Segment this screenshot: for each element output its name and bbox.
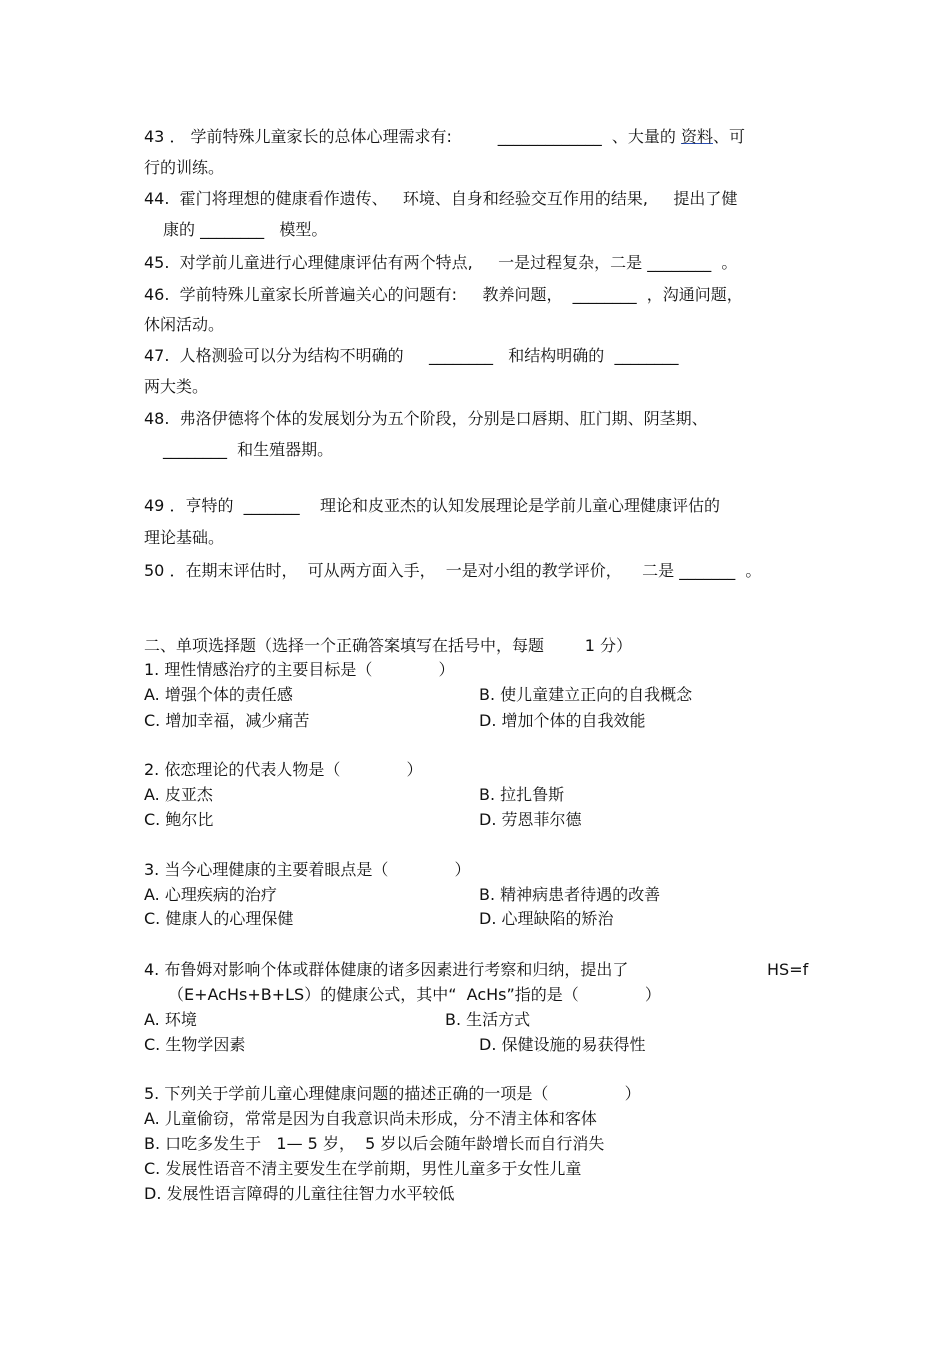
question-50-line1: 50 ．在期末评估时， 可从两方面入手， 一是对小组的教学评价， 二是 _______ 。 <box>144 561 762 580</box>
mc-question-4-stem-line2: （E+AcHs+B+LS）的健康公式，其中“ AcHs”指的是（ ） <box>168 985 661 1004</box>
question-47-line2: 两大类。 <box>144 377 209 396</box>
mc-question-4-option-d: D. 保健设施的易获得性 <box>479 1035 646 1054</box>
question-43-line2: 行的训练。 <box>144 158 225 177</box>
mc-question-1-option-d: D. 增加个体的自我效能 <box>479 711 646 730</box>
mc-question-2-option-b: B. 拉扎鲁斯 <box>479 785 565 804</box>
mc-question-5-option-c: C. 发展性语音不清主要发生在学前期，男性儿童多于女性儿童 <box>144 1159 582 1178</box>
mc-question-3-stem: 3. 当今心理健康的主要着眼点是（ ） <box>144 860 471 879</box>
mc-question-1-option-c: C. 增加幸福，减少痛苦 <box>144 711 310 730</box>
mc-question-2-option-c: C. 鲍尔比 <box>144 810 214 829</box>
mc-question-4-option-c: C. 生物学因素 <box>144 1035 246 1054</box>
mc-question-2-stem: 2. 依恋理论的代表人物是（ ） <box>144 760 423 779</box>
question-46-line1: 46. 学前特殊儿童家长所普遍关心的问题有: 教养问题， ________ ，沟通问题， <box>144 285 743 304</box>
question-49-line1: 49 ．亨特的 _______ 理论和皮亚杰的认知发展理论是学前儿童心理健康评估的 <box>144 496 720 515</box>
question-43-line1 <box>144 127 745 147</box>
section-2-title: 二、单项选择题（选择一个正确答案填写在括号中，每题 1 分） <box>144 636 632 655</box>
question-45-line1: 45. 对学前儿童进行心理健康评估有两个特点, 一是过程复杂，二是 ________ 。 <box>144 253 738 272</box>
question-49-line2: 理论基础。 <box>144 528 225 547</box>
mc-question-4-formula: HS=f <box>767 960 809 979</box>
mc-question-5-option-a: A. 儿童偷窃，常常是因为自我意识尚未形成，分不清主体和客体 <box>144 1109 597 1128</box>
mc-question-3-option-b: B. 精神病患者待遇的改善 <box>479 885 661 904</box>
mc-question-1-stem: 1. 理性情感治疗的主要目标是（ ） <box>144 660 455 679</box>
mc-question-3-option-c: C. 健康人的心理保健 <box>144 909 294 928</box>
question-44-line2: 康的 ________ 模型。 <box>163 220 328 239</box>
mc-question-2-option-a: A. 皮亚杰 <box>144 785 213 804</box>
mc-question-5-option-b: B. 口吃多发生于 1— 5 岁， 5 岁以后会随年龄增长而自行消失 <box>144 1134 605 1153</box>
mc-question-4-option-b: B. 生活方式 <box>445 1010 531 1029</box>
mc-question-1-option-b: B. 使儿童建立正向的自我概念 <box>479 685 693 704</box>
question-47-line1: 47. 人格测验可以分为结构不明确的 ________ 和结构明确的 ________ <box>144 346 679 365</box>
mc-question-3-option-d: D. 心理缺陷的矫治 <box>479 909 614 928</box>
mc-question-5-option-d: D. 发展性语言障碍的儿童往往智力水平较低 <box>144 1184 455 1203</box>
mc-question-3-option-a: A. 心理疾病的治疗 <box>144 885 277 904</box>
mc-question-5-stem: 5. 下列关于学前儿童心理健康问题的描述正确的一项是（ ） <box>144 1084 641 1103</box>
question-48-line2: ________ 和生殖器期。 <box>163 440 334 459</box>
mc-question-4-stem-line1: 4. 布鲁姆对影响个体或群体健康的诸多因素进行考察和归纳，提出了 <box>144 960 629 979</box>
mc-question-4-option-a: A. 环境 <box>144 1010 197 1029</box>
mc-question-2-option-d: D. 劳恩菲尔德 <box>479 810 582 829</box>
question-43-text: 43 ． 学前特殊儿童家长的总体心理需求有: _____________ 、大量的 <box>144 127 681 146</box>
question-44-line1: 44. 霍门将理想的健康看作遗传、 环境、自身和经验交互作用的结果, 提出了健 <box>144 189 738 208</box>
link-materials[interactable]: 资料 <box>680 127 713 146</box>
question-46-line2: 休闲活动。 <box>144 315 225 334</box>
question-43-text-tail: 、可 <box>712 127 745 146</box>
mc-question-1-option-a: A. 增强个体的责任感 <box>144 685 293 704</box>
question-48-line1: 48. 弗洛伊德将个体的发展划分为五个阶段，分别是口唇期、肛门期、阴茎期、 <box>144 409 708 428</box>
